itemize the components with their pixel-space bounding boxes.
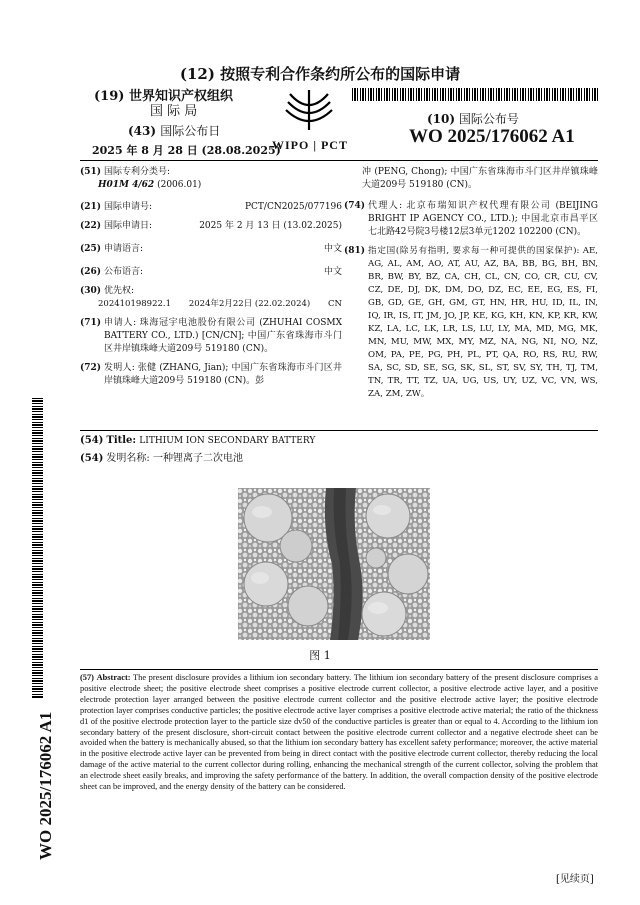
micrograph-image (238, 488, 430, 640)
priority-entry: 202410198922.1 2024年2月22日 (22.02.2024) CN (98, 299, 342, 309)
org-subname: 国 际 局 (150, 104, 198, 119)
applicant-field: (71) 申请人: 珠海冠宇电池股份有限公司 (ZHUHAI COSMX BATTERY CO., LTD.) [CN/CN]; 中国广东省珠海市斗门区井岸镇珠峰大道209号 519180 (CN)。 (80, 318, 342, 354)
pub-number-label: (10) 国际公布号 (427, 112, 519, 126)
wipo-text: WIPO | PCT (272, 138, 348, 152)
org-name: (19) 世界知识产权组织 (94, 89, 233, 104)
title-english: (54) Title: LITHIUM ION SECONDARY BATTERY (80, 435, 316, 446)
continued-note: [见续页] (556, 874, 594, 885)
filing-date-field: (22) 国际申请日: 2025 年 2 月 13 日 (13.02.2025) (80, 221, 342, 231)
doc-title: (12) 按照专利合作条约所公布的国际申请 (179, 65, 461, 83)
ipc-field: (51) 国际专利分类号: (80, 167, 171, 177)
pub-number: WO 2025/176062 A1 (409, 126, 575, 147)
inventor-field: (72) 发明人: 张健 (ZHANG, Jian); 中国广东省珠海市斗门区井岸镇珠峰大道209号 519180 (CN)。彭 (80, 363, 342, 386)
ipc-value: H01M 4/62 (2006.01) (98, 180, 202, 190)
pub-date-value: 2025 年 8 月 28 日 (28.08.2025) (92, 144, 281, 157)
mid-divider (80, 430, 598, 431)
side-pub-number: WO 2025/176062 A1 (36, 711, 55, 860)
bibliographic-right (344, 166, 598, 401)
abstract-divider (80, 669, 598, 670)
designated-states-field: (81) 指定国(除另有指明, 要求每一种可提供的国家保护): AE, AG, AL, AM, AO, AT, AU, AZ, BA, BB, BG, BH, BN, BR, BW, BY, BZ, CA, CH, CL, CN, CO, CR, CU, CV, CZ, DE, DJ, DK, DM, DO, DZ, EC, EE, EG, ES, FI, GB, GD, GE, GH, GM, GT, HN, HR, HU, ID, IL, IN, IQ, IR, IS, IT, JM, JO, JP, KE, KG, KH, KN, KP, KR, KW, KZ, LA, LC, LK, LR, LS, LU, LY, MA, MD, MG, MK, MN, MU, MW, MX, MY, MZ, NA, NG, NI, NO, NZ, OM, PA, PE, PG, PH, PL, PT, QA, RO, RS, RU, RW, SA, SC, SD, SE, SG, SK, SL, ST, SV, SY, TH, TJ, TM, TN, TR, TT, TZ, UA, UG, US, UY, UZ, VC, VN, WS, ZA, ZM, ZW。 (344, 246, 599, 399)
agent-field: (74) 代理人: 北京布瑞知识产权代理有限公司 (BEIJING BRIGHT IP AGENCY CO., LTD.); 中国北京市昌平区七北路42号院3号楼12层3单元1202 102200 (CN)。 (344, 201, 598, 237)
wipo-logo (276, 86, 342, 136)
bibliographic-left (80, 166, 342, 388)
publication-language-field: (26) 公布语言: 中文 (80, 267, 342, 277)
barcode-top (352, 88, 600, 101)
abstract: (57) Abstract: The present disclosure provides a lithium ion secondary battery. The lithium ion secondary battery of the present disclosure comprises a positive electrode sheet; the positive electrode sheet comprises a positive electrode current collector, a positive electrode active layer, and a positive electrode protection layer arranged between the positive electrode current collector and the positive electrode active layer; the positive electrode protection layer comprises conductive particles; the positive electrode active layer comprises a positive electrode active material; the ratio of the thickness d1 of the positive electrode protection layer to the particle size dv50 of the conductive particles is greater than or equal to 4. According to the lithium ion secondary battery of the present disclosure, short-circuit contact between the positive electrode current collector and a negative electrode sheet can be avoided when the battery is mechanically abused, so that the lithium ion secondary battery has excellent safety performance; moreover, the active material in the positive electrode active layer can be prevented from being in direct contact with the positive electrode current collector, thereby reducing the local damage of the active material to the current collector during rolling, enhancing the mechanical strength of the current collector, solving the problem that an electrode sheet easily breaks, and improving the safety performance of the battery. In addition, the overall compaction density of the positive electrode sheet can be improved, and the energy density of the battery can be considered. (80, 673, 599, 792)
priority-field: (30) 优先权: (80, 286, 135, 296)
filing-language-field: (25) 申请语言: 中文 (80, 244, 342, 254)
title-chinese: (54) 发明名称: 一种锂离子二次电池 (80, 453, 243, 464)
pub-date-label: (43) 国际公布日 (128, 124, 221, 138)
wipo-emblem-icon (276, 86, 342, 136)
figure-caption: 图 1 (309, 649, 331, 662)
application-number-field: (21) 国际申请号: PCT/CN2025/077196 (80, 202, 342, 212)
sem-micrograph (238, 488, 430, 640)
header-divider (80, 160, 598, 161)
inventor-continued: 冲 (PENG, Chong); 中国广东省珠海市斗门区井岸镇珠峰大道209号 519180 (CN)。 (362, 167, 598, 190)
